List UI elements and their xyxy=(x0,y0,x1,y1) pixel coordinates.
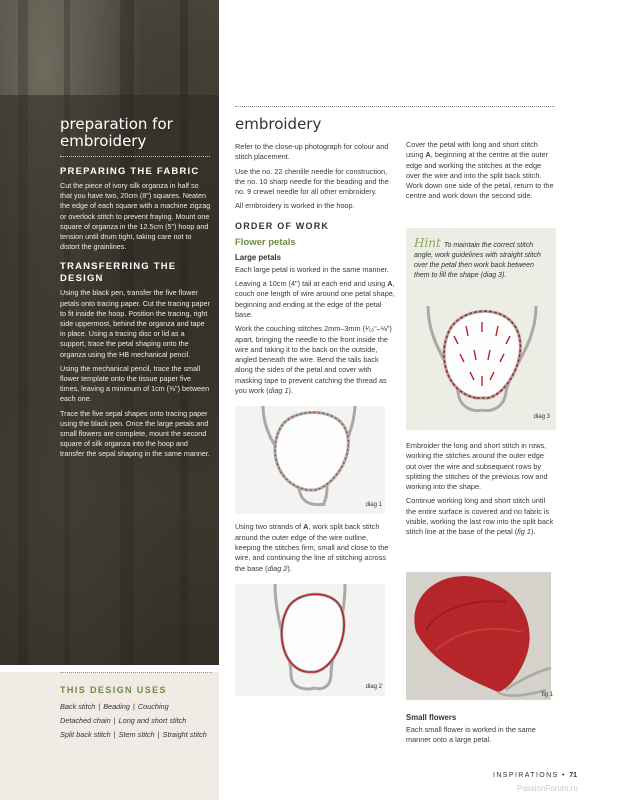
intro-paragraph-2: Use the no. 22 chenille needle for construction, the no. 10 sharp needle for the beading and the no. 9 crewel needle for all other embroidery. xyxy=(235,166,389,197)
divider xyxy=(235,106,555,107)
transfer-paragraph-3: Trace the five sepal shapes onto tracing paper using the black pen. Once the large petals and small flowers are complete, mount the second square of silk organza into the hoop and transfer the sepal shaping in the same manner. xyxy=(60,408,210,459)
magazine-name: INSPIRATIONS xyxy=(493,772,559,779)
page-number: 71 xyxy=(569,772,578,779)
transfer-paragraph-2: Using the mechanical pencil, trace the small flower template onto the tissue paper five times, leaving a minimum of 1cm (⅜") between each one. xyxy=(60,363,210,404)
design-uses-heading: THIS DESIGN USES xyxy=(60,685,167,695)
cover-paragraph: Cover the petal with long and short stitch using A, beginning at the centre at the outer edge and working the stitches at the edge over the wire and into the split back stitch. Work down one side of the petal, return to the centre and work down the second side. xyxy=(406,140,554,201)
fabric-heading: PREPARING THE FABRIC xyxy=(60,166,200,177)
diagram-caption: diag 3 xyxy=(533,414,550,420)
hint-box xyxy=(406,228,556,430)
preparation-section xyxy=(60,116,212,464)
large-paragraph-2: Leaving a 10cm (4") tail at each end and using A, couch one length of wire around one petal shape, beginning and ending at the edge of the petal base. xyxy=(235,279,395,319)
diagram-1 xyxy=(235,406,385,514)
main-column-2-continued xyxy=(406,441,556,542)
hint-text: Hint To maintain the correct stitch angle, work guidelines with straight stitch over the petal then work back between them to fill the shape (diag 3). xyxy=(414,236,541,279)
page-footer xyxy=(493,772,577,779)
embroidery-title: embroidery xyxy=(235,115,322,133)
wire-petal-diagram xyxy=(235,406,385,514)
large-paragraph-1: Each large petal is worked in the same manner. xyxy=(235,264,389,274)
figure-caption: fig 1 xyxy=(541,692,553,698)
red-petal-image xyxy=(406,572,551,700)
order-of-work-heading: ORDER OF WORK xyxy=(235,220,330,231)
split-stitch-diagram xyxy=(235,584,385,696)
design-uses-box xyxy=(0,672,219,800)
split-paragraph: Using two strands of A, work split back stitch around the outer edge of the wire outline, keeping the stitches firm, small and close to the wire, and continuing the line of stitching across the base (diag 2). xyxy=(235,522,389,573)
stitch-line: Back stitch | Beading | Couching xyxy=(60,702,169,711)
guideline-diagram xyxy=(424,306,540,416)
large-petals-heading: Large petals xyxy=(235,252,281,262)
intro-paragraph-1: Refer to the close-up photograph for colour and stitch placement. xyxy=(235,142,389,162)
transfer-paragraph-1: Using the black pen, transfer the five flower petals onto tracing paper. Cut the tracing paper to fit inside the hoop. Position the tracing, right side uppermost, behind the organza and tape in place. Using a tracing disc or lid as a support, trace the petal shaping onto the organza using the HB mechanical pencil. xyxy=(60,288,210,359)
main-column-1 xyxy=(235,106,395,704)
sidebar-photo-panel xyxy=(0,0,219,665)
preparation-title: preparation for embroidery xyxy=(60,115,173,150)
embroider-paragraph: Embroider the long and short stitch in rows, working the stitches around the outer edge out over the wire and subsequent rows by splitting the stitches of the previous row and working into the shape. xyxy=(406,441,548,492)
figure-1-photo xyxy=(406,572,551,700)
flower-petals-heading: Flower petals xyxy=(235,236,296,248)
main-column-2 xyxy=(406,140,556,206)
footer-bullet: • xyxy=(562,772,566,779)
large-paragraph-3: Work the couching stitches 2mm–3mm (¹⁄₁₆"–⅛") apart, bringing the needle to the front inside the wire and taking it to the back on the outside, angled beneath the wire. Bend the tails back along the sides of the petal and cover with masking tape to prevent catching the thread as you work (diag 1). xyxy=(235,324,392,396)
divider xyxy=(60,156,210,157)
fabric-paragraph: Cut the piece of ivory silk organza in half so that you have two, 20cm (8") squares. Neaten the edge of each square with a machine zigzag or overlock stitch to prevent fraying. Mount one square of organza in the 12.5cm (5") hoop and tension until drum tight, taking care not to distort the grainlines. xyxy=(60,181,211,252)
diagram-caption: diag 1 xyxy=(365,502,382,509)
continue-paragraph: Continue working long and short stitch until the entire surface is covered and no fabric is visible, working the last row into the split back stitch line at the base of the petal (fig 1). xyxy=(406,496,554,537)
stitch-line: Split back stitch | Stem stitch | Straight stitch xyxy=(60,730,207,739)
stitch-list xyxy=(60,700,220,742)
small-flowers-heading: Small flowers xyxy=(406,713,457,722)
stitch-line: Detached chain | Long and short stitch xyxy=(60,716,187,725)
hint-label: Hint xyxy=(414,236,441,250)
intro-paragraph-3: All embroidery is worked in the hoop. xyxy=(235,201,355,211)
diagram-2 xyxy=(235,584,385,696)
small-flowers-section xyxy=(406,713,556,750)
diagram-caption: diag 2 xyxy=(365,683,382,690)
divider xyxy=(60,672,212,673)
small-flowers-paragraph: Each small flower is worked in the same manner onto a large petal. xyxy=(406,725,536,745)
transfer-heading: TRANSFERRING THE DESIGN xyxy=(60,261,177,285)
watermark: PassionForum.ru xyxy=(517,784,578,793)
